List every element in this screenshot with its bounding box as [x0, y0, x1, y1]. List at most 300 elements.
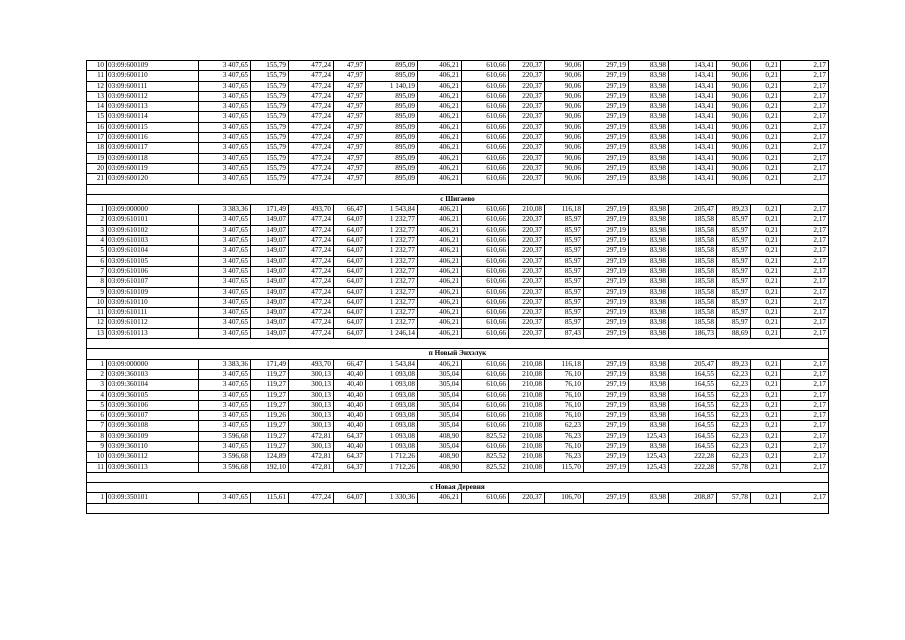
value-cell: 0,21 — [751, 287, 781, 297]
value-cell: 62,23 — [717, 369, 751, 379]
value-cell: 2,17 — [781, 380, 829, 390]
value-cell: 119,27 — [251, 431, 289, 441]
value-cell: 2,17 — [781, 266, 829, 276]
value-cell: 895,09 — [366, 122, 418, 132]
value-cell: 210,08 — [509, 462, 545, 472]
value-cell: 297,19 — [584, 163, 629, 173]
value-cell: 3 407,65 — [199, 369, 251, 379]
row-number-cell: 10 — [87, 61, 107, 71]
table-row — [87, 61, 829, 71]
value-cell: 477,24 — [289, 102, 334, 112]
value-cell: 610,66 — [462, 297, 509, 307]
value-cell: 297,19 — [584, 236, 629, 246]
value-cell: 2,17 — [781, 91, 829, 101]
value-cell: 610,66 — [462, 112, 509, 122]
value-cell: 895,09 — [366, 133, 418, 143]
cadastral-number-cell: 03:09:600117 — [107, 143, 199, 153]
value-cell: 2,17 — [781, 297, 829, 307]
value-cell: 40,40 — [334, 421, 366, 431]
value-cell: 0,21 — [751, 277, 781, 287]
table-row — [87, 421, 829, 431]
value-cell: 40,40 — [334, 380, 366, 390]
table-row — [87, 236, 829, 246]
value-cell: 64,07 — [334, 328, 366, 338]
value-cell: 3 407,65 — [199, 153, 251, 163]
value-cell: 171,49 — [251, 205, 289, 215]
value-cell: 119,27 — [251, 369, 289, 379]
value-cell: 64,37 — [334, 452, 366, 462]
value-cell: 2,17 — [781, 81, 829, 91]
value-cell: 3 407,65 — [199, 411, 251, 421]
value-cell: 0,21 — [751, 256, 781, 266]
value-cell: 895,09 — [366, 174, 418, 184]
value-cell: 90,06 — [545, 153, 584, 163]
value-cell: 3 383,36 — [199, 205, 251, 215]
value-cell: 155,79 — [251, 122, 289, 132]
value-cell: 85,97 — [545, 287, 584, 297]
value-cell: 185,58 — [669, 256, 717, 266]
table-row — [87, 81, 829, 91]
value-cell: 825,52 — [462, 431, 509, 441]
value-cell: 297,19 — [584, 71, 629, 81]
value-cell: 477,24 — [289, 112, 334, 122]
value-cell: 210,08 — [509, 411, 545, 421]
table-row — [87, 297, 829, 307]
value-cell: 2,17 — [781, 328, 829, 338]
value-cell: 477,24 — [289, 61, 334, 71]
value-cell: 47,97 — [334, 163, 366, 173]
row-number-cell: 1 — [87, 205, 107, 215]
blank-row — [87, 339, 829, 349]
value-cell: 610,66 — [462, 91, 509, 101]
value-cell: 0,21 — [751, 236, 781, 246]
value-cell: 149,07 — [251, 266, 289, 276]
value-cell: 297,19 — [584, 215, 629, 225]
value-cell: 297,19 — [584, 174, 629, 184]
row-number-cell: 1 — [87, 493, 107, 503]
value-cell: 1 232,77 — [366, 277, 418, 287]
value-cell: 83,98 — [629, 400, 669, 410]
value-cell: 297,19 — [584, 153, 629, 163]
value-cell: 610,66 — [462, 163, 509, 173]
table-row — [87, 133, 829, 143]
value-cell: 610,66 — [462, 421, 509, 431]
value-cell: 2,17 — [781, 318, 829, 328]
value-cell: 89,23 — [717, 359, 751, 369]
value-cell: 472,81 — [289, 462, 334, 472]
value-cell: 2,17 — [781, 287, 829, 297]
row-number-cell: 18 — [87, 143, 107, 153]
value-cell: 0,21 — [751, 369, 781, 379]
value-cell: 610,66 — [462, 359, 509, 369]
value-cell: 66,47 — [334, 359, 366, 369]
blank-cell — [87, 472, 829, 482]
value-cell: 305,04 — [418, 400, 462, 410]
value-cell: 305,04 — [418, 411, 462, 421]
row-number-cell: 6 — [87, 411, 107, 421]
value-cell: 83,98 — [629, 133, 669, 143]
value-cell: 406,21 — [418, 236, 462, 246]
value-cell: 297,19 — [584, 318, 629, 328]
value-cell: 3 596,68 — [199, 431, 251, 441]
value-cell: 3 407,65 — [199, 256, 251, 266]
value-cell: 90,06 — [717, 122, 751, 132]
value-cell: 119,27 — [251, 421, 289, 431]
value-cell: 477,24 — [289, 174, 334, 184]
value-cell: 220,37 — [509, 266, 545, 276]
value-cell: 85,97 — [717, 256, 751, 266]
value-cell: 0,21 — [751, 122, 781, 132]
value-cell: 297,19 — [584, 390, 629, 400]
value-cell: 143,41 — [669, 81, 717, 91]
value-cell: 83,98 — [629, 287, 669, 297]
value-cell: 62,23 — [717, 411, 751, 421]
value-cell: 1 232,77 — [366, 308, 418, 318]
value-cell: 185,58 — [669, 308, 717, 318]
value-cell: 40,40 — [334, 369, 366, 379]
cadastral-number-cell: 03:09:000000 — [107, 359, 199, 369]
table-row — [87, 390, 829, 400]
value-cell: 0,21 — [751, 452, 781, 462]
value-cell: 3 407,65 — [199, 215, 251, 225]
value-cell: 222,28 — [669, 452, 717, 462]
value-cell: 477,24 — [289, 133, 334, 143]
value-cell: 3 407,65 — [199, 102, 251, 112]
value-cell: 1 232,77 — [366, 215, 418, 225]
value-cell: 406,21 — [418, 266, 462, 276]
value-cell: 47,97 — [334, 133, 366, 143]
value-cell: 76,10 — [545, 441, 584, 451]
value-cell: 610,66 — [462, 411, 509, 421]
tariff-table-sheet — [86, 60, 828, 514]
value-cell: 3 596,68 — [199, 452, 251, 462]
value-cell: 297,19 — [584, 225, 629, 235]
row-number-cell: 2 — [87, 215, 107, 225]
value-cell: 185,58 — [669, 287, 717, 297]
value-cell: 83,98 — [629, 277, 669, 287]
value-cell: 155,79 — [251, 163, 289, 173]
value-cell: 1 712,26 — [366, 452, 418, 462]
value-cell: 125,43 — [629, 462, 669, 472]
value-cell: 3 407,65 — [199, 277, 251, 287]
row-number-cell: 8 — [87, 431, 107, 441]
value-cell: 2,17 — [781, 215, 829, 225]
value-cell: 477,24 — [289, 318, 334, 328]
value-cell: 3 407,65 — [199, 236, 251, 246]
value-cell: 85,97 — [545, 236, 584, 246]
value-cell: 149,07 — [251, 225, 289, 235]
value-cell: 155,79 — [251, 174, 289, 184]
value-cell: 0,21 — [751, 266, 781, 276]
table-row — [87, 431, 829, 441]
value-cell: 1 093,08 — [366, 380, 418, 390]
value-cell: 406,21 — [418, 225, 462, 235]
value-cell: 185,58 — [669, 266, 717, 276]
value-cell: 85,97 — [545, 215, 584, 225]
row-number-cell: 12 — [87, 318, 107, 328]
row-number-cell: 15 — [87, 112, 107, 122]
value-cell: 3 407,65 — [199, 380, 251, 390]
value-cell: 85,97 — [717, 287, 751, 297]
value-cell: 0,21 — [751, 441, 781, 451]
value-cell: 90,06 — [717, 102, 751, 112]
value-cell: 610,66 — [462, 102, 509, 112]
value-cell: 2,17 — [781, 308, 829, 318]
value-cell: 2,17 — [781, 205, 829, 215]
value-cell: 297,19 — [584, 380, 629, 390]
value-cell: 164,55 — [669, 421, 717, 431]
value-cell: 149,07 — [251, 328, 289, 338]
section-header-row — [87, 349, 829, 359]
value-cell: 62,23 — [717, 380, 751, 390]
row-number-cell: 13 — [87, 328, 107, 338]
value-cell: 2,17 — [781, 133, 829, 143]
cadastral-number-cell: 03:09:000000 — [107, 205, 199, 215]
value-cell: 477,24 — [289, 215, 334, 225]
value-cell: 90,06 — [717, 91, 751, 101]
value-cell: 297,19 — [584, 308, 629, 318]
value-cell: 210,08 — [509, 441, 545, 451]
value-cell: 76,10 — [545, 400, 584, 410]
cadastral-number-cell: 03:09:610112 — [107, 318, 199, 328]
value-cell: 76,10 — [545, 380, 584, 390]
value-cell: 1 246,14 — [366, 328, 418, 338]
value-cell: 300,13 — [289, 421, 334, 431]
cadastral-number-cell: 03:09:610103 — [107, 236, 199, 246]
value-cell: 220,37 — [509, 287, 545, 297]
value-cell: 1 093,08 — [366, 400, 418, 410]
value-cell: 83,98 — [629, 493, 669, 503]
value-cell: 610,66 — [462, 266, 509, 276]
value-cell: 3 407,65 — [199, 163, 251, 173]
value-cell: 0,21 — [751, 102, 781, 112]
row-number-cell: 20 — [87, 163, 107, 173]
value-cell: 85,97 — [717, 215, 751, 225]
value-cell: 64,07 — [334, 225, 366, 235]
row-number-cell: 2 — [87, 369, 107, 379]
value-cell: 305,04 — [418, 421, 462, 431]
value-cell: 62,23 — [545, 421, 584, 431]
value-cell: 297,19 — [584, 411, 629, 421]
value-cell: 406,21 — [418, 81, 462, 91]
row-number-cell: 11 — [87, 308, 107, 318]
value-cell: 90,06 — [717, 112, 751, 122]
value-cell: 220,37 — [509, 236, 545, 246]
row-number-cell: 19 — [87, 153, 107, 163]
row-number-cell: 14 — [87, 102, 107, 112]
value-cell: 208,87 — [669, 493, 717, 503]
value-cell: 0,21 — [751, 215, 781, 225]
value-cell: 610,66 — [462, 400, 509, 410]
row-number-cell: 13 — [87, 91, 107, 101]
value-cell: 297,19 — [584, 328, 629, 338]
cadastral-number-cell: 03:09:610104 — [107, 246, 199, 256]
value-cell: 124,89 — [251, 452, 289, 462]
value-cell: 0,21 — [751, 112, 781, 122]
value-cell: 83,98 — [629, 441, 669, 451]
cadastral-number-cell: 03:09:610110 — [107, 297, 199, 307]
value-cell: 143,41 — [669, 133, 717, 143]
value-cell: 149,07 — [251, 318, 289, 328]
cadastral-number-cell: 03:09:360104 — [107, 380, 199, 390]
value-cell: 297,19 — [584, 205, 629, 215]
value-cell: 477,24 — [289, 81, 334, 91]
value-cell: 610,66 — [462, 318, 509, 328]
value-cell: 610,66 — [462, 122, 509, 132]
value-cell: 472,81 — [289, 431, 334, 441]
value-cell: 408,90 — [418, 452, 462, 462]
value-cell: 0,21 — [751, 143, 781, 153]
value-cell: 825,52 — [462, 452, 509, 462]
value-cell: 610,66 — [462, 61, 509, 71]
value-cell: 83,98 — [629, 236, 669, 246]
value-cell: 0,21 — [751, 390, 781, 400]
value-cell: 297,19 — [584, 359, 629, 369]
value-cell: 220,37 — [509, 256, 545, 266]
cadastral-number-cell: 03:09:600118 — [107, 153, 199, 163]
cadastral-number-cell: 03:09:360107 — [107, 411, 199, 421]
value-cell: 106,70 — [545, 493, 584, 503]
value-cell: 3 407,65 — [199, 493, 251, 503]
value-cell: 115,70 — [545, 462, 584, 472]
value-cell: 477,24 — [289, 266, 334, 276]
value-cell: 3 407,65 — [199, 71, 251, 81]
value-cell: 47,97 — [334, 153, 366, 163]
value-cell: 64,07 — [334, 287, 366, 297]
table-row — [87, 246, 829, 256]
value-cell: 210,08 — [509, 369, 545, 379]
value-cell: 406,21 — [418, 133, 462, 143]
value-cell: 297,19 — [584, 421, 629, 431]
cadastral-number-cell: 03:09:600120 — [107, 174, 199, 184]
value-cell: 2,17 — [781, 441, 829, 451]
cadastral-number-cell: 03:09:360103 — [107, 369, 199, 379]
value-cell: 47,97 — [334, 91, 366, 101]
row-number-cell: 5 — [87, 400, 107, 410]
value-cell: 406,21 — [418, 71, 462, 81]
value-cell: 220,37 — [509, 122, 545, 132]
value-cell: 83,98 — [629, 61, 669, 71]
row-number-cell: 17 — [87, 133, 107, 143]
value-cell: 90,06 — [545, 143, 584, 153]
value-cell: 164,55 — [669, 369, 717, 379]
value-cell: 297,19 — [584, 441, 629, 451]
value-cell: 220,37 — [509, 91, 545, 101]
value-cell: 57,78 — [717, 462, 751, 472]
value-cell: 164,55 — [669, 441, 717, 451]
value-cell: 297,19 — [584, 256, 629, 266]
blank-cell — [87, 184, 829, 194]
value-cell: 300,13 — [289, 441, 334, 451]
cadastral-number-cell: 03:09:350101 — [107, 493, 199, 503]
value-cell: 85,97 — [717, 266, 751, 276]
row-number-cell: 11 — [87, 71, 107, 81]
cadastral-number-cell: 03:09:600110 — [107, 71, 199, 81]
value-cell: 220,37 — [509, 308, 545, 318]
value-cell: 89,23 — [717, 205, 751, 215]
value-cell: 210,08 — [509, 390, 545, 400]
value-cell: 2,17 — [781, 369, 829, 379]
value-cell: 149,07 — [251, 287, 289, 297]
value-cell: 297,19 — [584, 369, 629, 379]
value-cell: 220,37 — [509, 174, 545, 184]
value-cell: 825,52 — [462, 462, 509, 472]
value-cell: 0,21 — [751, 380, 781, 390]
cadastral-number-cell: 03:09:610109 — [107, 287, 199, 297]
value-cell: 119,27 — [251, 380, 289, 390]
value-cell: 610,66 — [462, 390, 509, 400]
value-cell: 3 407,65 — [199, 133, 251, 143]
value-cell: 0,21 — [751, 246, 781, 256]
value-cell: 2,17 — [781, 493, 829, 503]
value-cell: 83,98 — [629, 122, 669, 132]
value-cell: 149,07 — [251, 246, 289, 256]
value-cell: 210,08 — [509, 431, 545, 441]
value-cell: 297,19 — [584, 287, 629, 297]
value-cell: 406,21 — [418, 205, 462, 215]
value-cell: 2,17 — [781, 153, 829, 163]
value-cell: 305,04 — [418, 380, 462, 390]
value-cell: 0,21 — [751, 174, 781, 184]
value-cell: 83,98 — [629, 421, 669, 431]
table-row — [87, 400, 829, 410]
value-cell: 220,37 — [509, 112, 545, 122]
value-cell: 64,07 — [334, 256, 366, 266]
value-cell: 62,23 — [717, 421, 751, 431]
value-cell: 64,07 — [334, 215, 366, 225]
value-cell: 125,43 — [629, 452, 669, 462]
value-cell: 2,17 — [781, 225, 829, 235]
value-cell: 222,28 — [669, 462, 717, 472]
value-cell: 2,17 — [781, 246, 829, 256]
cadastral-number-cell: 03:09:600113 — [107, 102, 199, 112]
value-cell: 90,06 — [717, 143, 751, 153]
value-cell: 90,06 — [545, 163, 584, 173]
value-cell: 0,21 — [751, 225, 781, 235]
cadastral-number-cell: 03:09:610107 — [107, 277, 199, 287]
value-cell: 2,17 — [781, 236, 829, 246]
value-cell: 64,07 — [334, 236, 366, 246]
value-cell: 83,98 — [629, 359, 669, 369]
value-cell: 895,09 — [366, 153, 418, 163]
value-cell: 149,07 — [251, 308, 289, 318]
value-cell: 83,98 — [629, 81, 669, 91]
value-cell: 472,81 — [289, 452, 334, 462]
value-cell: 0,21 — [751, 153, 781, 163]
value-cell: 610,66 — [462, 205, 509, 215]
value-cell: 220,37 — [509, 71, 545, 81]
value-cell: 406,21 — [418, 256, 462, 266]
value-cell: 0,21 — [751, 493, 781, 503]
value-cell: 76,23 — [545, 452, 584, 462]
value-cell: 3 407,65 — [199, 400, 251, 410]
value-cell: 85,97 — [545, 266, 584, 276]
value-cell: 90,06 — [717, 174, 751, 184]
value-cell: 610,66 — [462, 256, 509, 266]
value-cell: 3 407,65 — [199, 390, 251, 400]
value-cell: 83,98 — [629, 369, 669, 379]
value-cell: 143,41 — [669, 71, 717, 81]
value-cell: 40,40 — [334, 400, 366, 410]
value-cell: 83,98 — [629, 411, 669, 421]
value-cell: 205,47 — [669, 359, 717, 369]
value-cell: 164,55 — [669, 400, 717, 410]
value-cell: 895,09 — [366, 102, 418, 112]
table-row — [87, 277, 829, 287]
value-cell: 164,55 — [669, 380, 717, 390]
value-cell: 143,41 — [669, 143, 717, 153]
value-cell: 406,21 — [418, 318, 462, 328]
